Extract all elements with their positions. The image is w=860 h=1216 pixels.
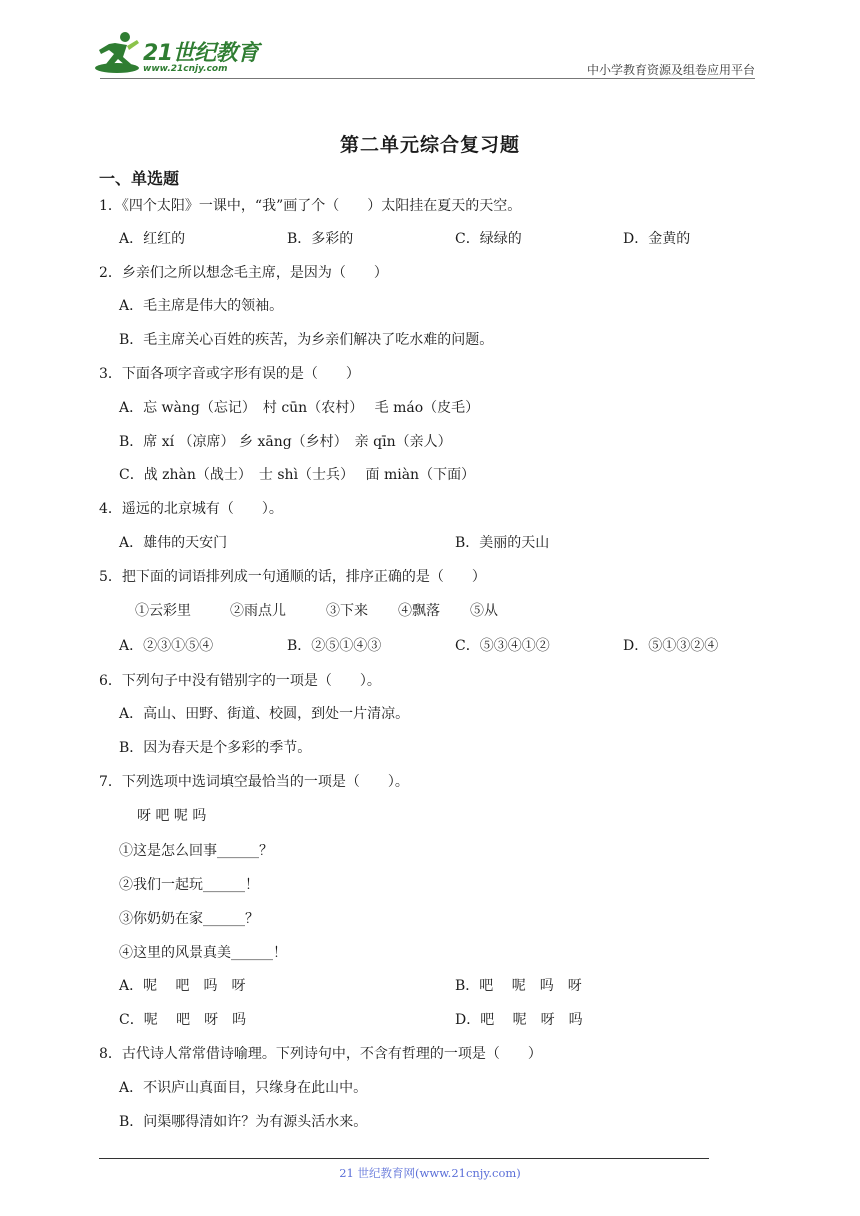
question-7-option-d[interactable]: D．吧 呢 呀 吗	[455, 1012, 583, 1028]
site-logo	[95, 30, 265, 80]
question-1-option-a[interactable]: A．红红的	[119, 231, 186, 247]
question-7-blank: ②我们一起玩______！	[119, 877, 259, 893]
question-3-stem: 3．下面各项字音或字形有误的是（ ）	[99, 366, 360, 382]
header-divider	[100, 78, 755, 79]
question-4-stem: 4．遥远的北京城有（ ）。	[99, 501, 283, 517]
platform-name: 中小学教育资源及组卷应用平台	[586, 63, 755, 77]
question-1-stem: 1．《四个太阳》一课中，“我”画了个（ ）太阳挂在夏天的天空。	[99, 198, 522, 214]
question-7-blank: ④这里的风景真美______！	[119, 945, 287, 961]
question-5-word: ①云彩里	[135, 603, 191, 619]
question-3-option-a[interactable]: A．忘 wàng（忘记） 村 cūn（农村） 毛 máo（皮毛）	[119, 400, 480, 416]
question-7-word-bank: 呀 吧 呢 吗	[137, 808, 207, 824]
footer-divider	[99, 1158, 709, 1159]
question-7-option-c[interactable]: C．呢 吧 呀 吗	[119, 1012, 247, 1028]
question-5-word: ③下来	[326, 603, 368, 619]
question-7-option-b[interactable]: B．吧 呢 吗 呀	[455, 978, 582, 994]
question-8-option-a[interactable]: A．不识庐山真面目，只缘身在此山中。	[119, 1080, 368, 1096]
page-title: 第二单元综合复习题	[339, 134, 520, 156]
question-1-option-b[interactable]: B．多彩的	[287, 231, 354, 247]
question-5-word: ②雨点儿	[230, 603, 286, 619]
question-5-word: ④飘落	[398, 603, 440, 619]
question-6-option-b[interactable]: B．因为春天是个多彩的季节。	[119, 740, 312, 756]
question-6-stem: 6．下列句子中没有错别字的一项是（ ）。	[99, 673, 381, 689]
logo-url: www.21cnjy.com	[143, 64, 228, 74]
question-6-option-a[interactable]: A．高山、田野、街道、校圆，到处一片清凉。	[119, 706, 410, 722]
question-3-option-b[interactable]: B．席 xí （凉席） 乡 xāng（乡村） 亲 qīn（亲人）	[119, 434, 452, 450]
question-5-word: ⑤从	[470, 603, 498, 619]
question-4-option-a[interactable]: A．雄伟的天安门	[119, 535, 228, 551]
question-2-option-a[interactable]: A．毛主席是伟大的领袖。	[119, 298, 284, 314]
question-3-option-c[interactable]: C．战 zhàn（战士） 士 shì（士兵） 面 miàn（下面）	[119, 467, 476, 483]
question-2-option-b[interactable]: B．毛主席关心百姓的疾苦，为乡亲们解决了吃水难的问题。	[119, 332, 494, 348]
question-7-blank: ③你奶奶在家______？	[119, 911, 259, 927]
footer-link[interactable]: 21 世纪教育网(www.21cnjy.com)	[339, 1166, 521, 1180]
question-5-option-b[interactable]: B．②⑤①④③	[287, 638, 382, 654]
question-8-stem: 8．古代诗人常常借诗喻理。下列诗句中，不含有哲理的一项是（ ）	[99, 1046, 542, 1062]
question-5-stem: 5．把下面的词语排列成一句通顺的话，排序正确的是（ ）	[99, 569, 486, 585]
question-8-option-b[interactable]: B．问渠哪得清如许？为有源头活水来。	[119, 1114, 368, 1130]
question-1-option-c[interactable]: C．绿绿的	[455, 231, 522, 247]
question-1-option-d[interactable]: D．金黄的	[623, 231, 691, 247]
page-header	[0, 0, 860, 90]
logo-text: 21世纪教育	[143, 41, 259, 66]
question-4-option-b[interactable]: B．美丽的天山	[455, 535, 550, 551]
section-heading: 一、单选题	[99, 169, 180, 188]
question-2-stem: 2．乡亲们之所以想念毛主席，是因为（ ）	[99, 265, 388, 281]
question-7-stem: 7．下列选项中选词填空最恰当的一项是（ ）。	[99, 774, 409, 790]
question-5-option-a[interactable]: A．②③①⑤④	[119, 638, 214, 654]
question-5-option-d[interactable]: D．⑤①③②④	[623, 638, 719, 654]
runner-logo-icon	[95, 30, 141, 76]
question-7-blank: ①这是怎么回事______？	[119, 843, 273, 859]
question-7-option-a[interactable]: A．呢 吧 吗 呀	[119, 978, 246, 994]
question-5-option-c[interactable]: C．⑤③④①②	[455, 638, 550, 654]
